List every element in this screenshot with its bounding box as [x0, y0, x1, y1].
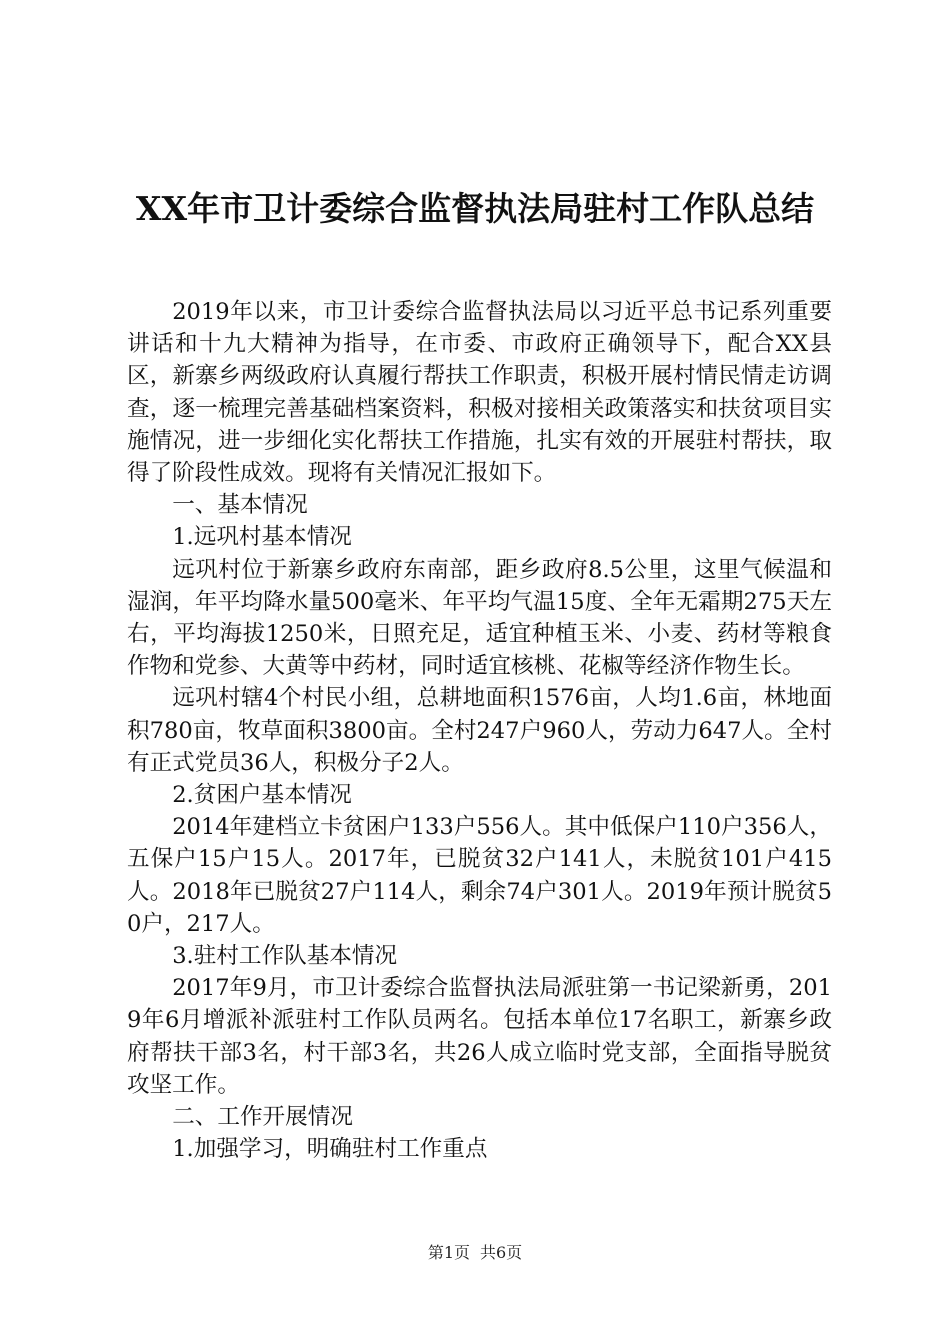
document-title: XX年市卫计委综合监督执法局驻村工作队总结 [135, 189, 815, 228]
subheading-work-team: 3.驻村工作队基本情况 [172, 943, 398, 970]
paragraph-work-team: 2017年9月，市卫计委综合监督执法局派驻第一书记梁新勇，2019年6月增派补派驻村工作队员两名。包括本单位17名职工，新寨乡政府帮扶干部3名，村干部3名，共26人成立临时党支部，全面指导脱贫攻坚工作。 [127, 975, 832, 1098]
subheading-study: 1.加强学习，明确驻村工作重点 [172, 1136, 488, 1163]
paragraph-intro: 2019年以来，市卫计委综合监督执法局以习近平总书记系列重要讲话和十九大精神为指导，在市委、市政府正确领导下，配合XX县区，新寨乡两级政府认真履行帮扶工作职责，积极开展村情民情走访调查，逐一梳理完善基础档案资料，积极对接相关政策落实和扶贫项目实施情况，进一步细化实化帮扶工作措施，扎实有效的开展驻村帮扶，取得了阶段性成效。现将有关情况汇报如下。 [127, 299, 832, 487]
subheading-poor-households: 2.贫困户基本情况 [172, 782, 352, 809]
document-body [127, 296, 832, 1165]
paragraph-poor-households: 2014年建档立卡贫困户133户556人。其中低保户110户356人，五保户15户15人。2017年，已脱贫32户141人，未脱贫101户415人。2018年已脱贫27户114人，剩余74户301人。2019年预计脱贫50户，217人。 [127, 814, 832, 937]
paragraph-village-location: 远巩村位于新寨乡政府东南部，距乡政府8.5公里，这里气候温和湿润，年平均降水量500毫米、年平均气温15度、全年无霜期275天左右，平均海拔1250米，日照充足，适宜种植玉米、小麦、药材等粮食作物和党参、大黄等中药材，同时适宜核桃、花椒等经济作物生长。 [127, 556, 832, 680]
section-heading-basic: 一、基本情况 [172, 492, 308, 519]
section-heading-work: 二、工作开展情况 [172, 1104, 353, 1131]
paragraph-village-stats: 远巩村辖4个村民小组，总耕地面积1576亩，人均1.6亩，林地面积780亩，牧草面积3800亩。全村247户960人，劳动力647人。全村有正式党员36人，积极分子2人。 [127, 685, 832, 776]
page-footer [0, 1243, 950, 1263]
page-number-total: 共6页 [480, 1243, 523, 1262]
page-number-current: 第1页 [427, 1243, 470, 1262]
subheading-village: 1.远巩村基本情况 [172, 524, 352, 551]
